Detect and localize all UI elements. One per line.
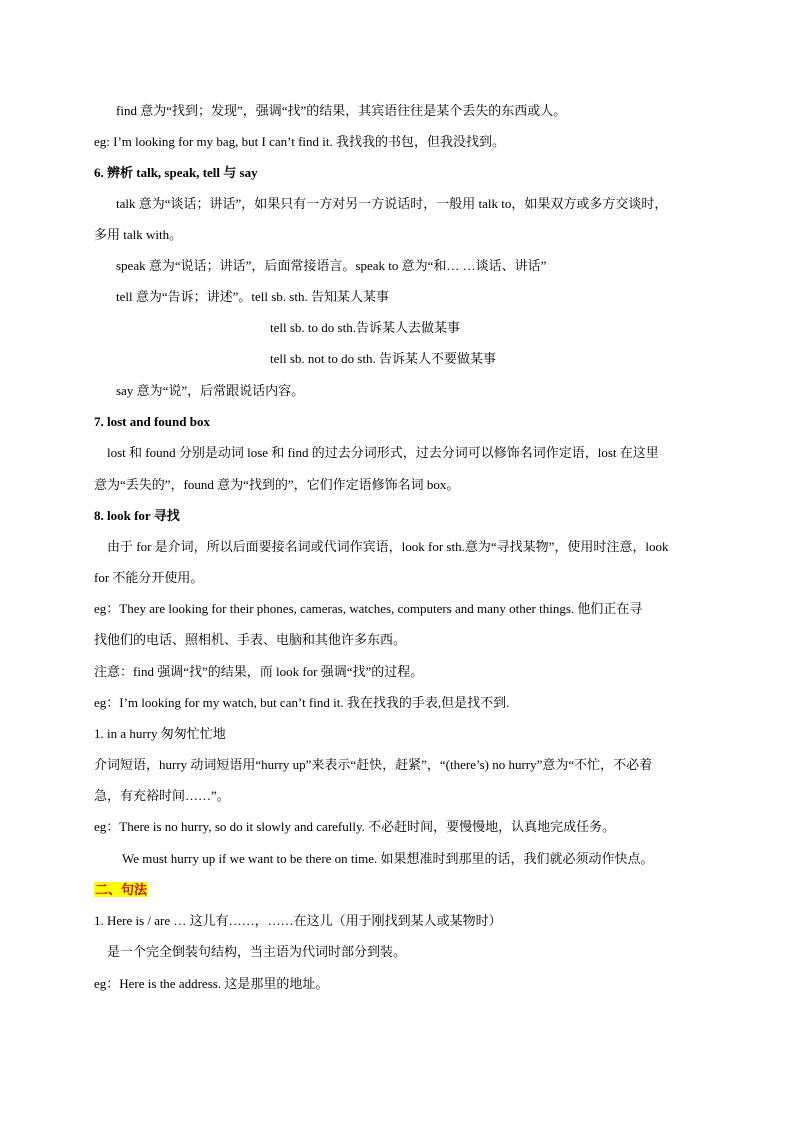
section-heading-8: 8. look for 寻找 — [94, 508, 180, 523]
text-line-12: 由于 for 是介词，所以后面要接名词或代词作宾语，look for sth.意为“寻找某物”，使用时注意，look — [107, 539, 669, 554]
text-line-13: for 不能分开使用。 — [94, 570, 204, 585]
text-line-24: 是一个完全倒装句结构，当主语为代词时部分到装。 — [107, 944, 407, 959]
text-line-25: eg：Here is the address. 这是那里的地址。 — [94, 976, 329, 991]
text-line-19: 介词短语，hurry 动词短语用“hurry up”来表示“赶快，赶紧”，“(there’s) no hurry”意为“不忙，不必着 — [94, 757, 653, 772]
section-heading-syntax-text: 二、句法 — [95, 882, 148, 897]
text-line-5: speak 意为“说话；讲话”，后面常接语言。speak to 意为“和… …谈话、讲话” — [116, 258, 547, 273]
section-heading-syntax — [94, 881, 148, 899]
text-line-3: talk 意为“谈话；讲话”，如果只有一方对另一方说话时，一般用 talk to，如果双方或多方交谈时， — [116, 196, 668, 211]
section-heading-7: 7. lost and found box — [94, 414, 210, 429]
text-line-2: eg: I’m looking for my bag, but I can’t find it. 我找我的书包，但我没找到。 — [94, 134, 506, 149]
text-line-21: eg：There is no hurry, so do it slowly and carefully. 不必赶时间，要慢慢地，认真地完成任务。 — [94, 819, 616, 834]
text-line-9: say 意为“说”，后常跟说话内容。 — [116, 383, 305, 398]
text-line-8: tell sb. not to do sth. 告诉某人不要做某事 — [270, 351, 497, 366]
text-line-6: tell 意为“告诉；讲述”。tell sb. sth. 告知某人某事 — [116, 289, 389, 304]
text-line-17: eg：I’m looking for my watch, but can’t find it. 我在找我的手表,但是找不到. — [94, 695, 510, 710]
text-line-11: 意为“丢失的”，found 意为“找到的”，它们作定语修饰名词 box。 — [94, 477, 460, 492]
section-heading-6: 6. 辨析 talk, speak, tell 与 say — [94, 165, 258, 180]
text-line-10: lost 和 found 分别是动词 lose 和 find 的过去分词形式，过去分词可以修饰名词作定语，lost 在这里 — [107, 445, 659, 460]
text-line-14: eg：They are looking for their phones, cameras, watches, computers and many other things. 他们正在寻 — [94, 601, 643, 616]
text-line-23: 1. Here is / are … 这儿有……，……在这儿（用于刚找到某人或某物时） — [94, 913, 502, 928]
text-line-22: We must hurry up if we want to be there on time. 如果想准时到那里的话，我们就必须动作快点。 — [122, 851, 654, 866]
text-line-7: tell sb. to do sth.告诉某人去做某事 — [270, 320, 460, 335]
text-line-4: 多用 talk with。 — [94, 227, 183, 242]
text-line-20: 急，有充裕时间……”。 — [94, 788, 230, 803]
text-line-18: 1. in a hurry 匆匆忙忙地 — [94, 726, 226, 741]
text-line-16: 注意：find 强调“找”的结果，而 look for 强调“找”的过程。 — [94, 664, 424, 679]
text-line-15: 找他们的电话、照相机、手表、电脑和其他许多东西。 — [94, 632, 407, 647]
text-line-1: find 意为“找到；发现”，强调“找”的结果，其宾语往往是某个丢失的东西或人。 — [116, 103, 567, 118]
